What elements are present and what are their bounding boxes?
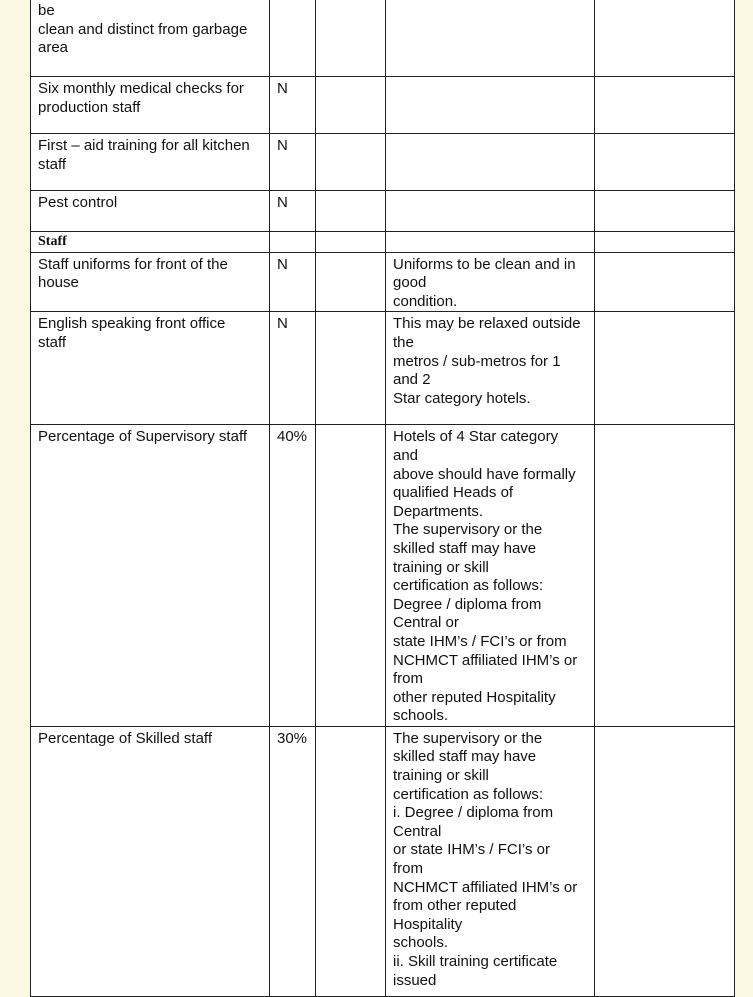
criteria-cell: Staff uniforms for front of the house xyxy=(31,252,270,312)
blank-cell xyxy=(595,232,735,253)
criteria-cell: be clean and distinct from garbage area xyxy=(31,0,270,77)
table-row xyxy=(31,726,735,996)
requirement-cell: N xyxy=(270,312,316,425)
criteria-cell: Pest control xyxy=(31,191,270,232)
notes-cell xyxy=(595,726,735,996)
table-row xyxy=(31,77,735,134)
remarks-cell: Uniforms to be clean and in good condition. xyxy=(386,252,595,312)
criteria-cell: Six monthly medical checks for production staff xyxy=(31,77,270,134)
remarks-cell xyxy=(386,134,595,191)
table-row xyxy=(31,312,735,425)
blank-cell xyxy=(316,191,386,232)
requirement-cell: N xyxy=(270,134,316,191)
table-row xyxy=(31,0,735,77)
requirement-cell: N xyxy=(270,252,316,312)
blank-cell xyxy=(316,134,386,191)
section-title: Staff xyxy=(31,232,270,253)
blank-cell xyxy=(316,425,386,727)
blank-cell xyxy=(270,232,316,253)
notes-cell xyxy=(595,77,735,134)
blank-cell xyxy=(316,726,386,996)
section-header-row xyxy=(31,232,735,253)
requirement-cell: N xyxy=(270,191,316,232)
classification-criteria-table xyxy=(30,0,735,997)
notes-cell xyxy=(595,252,735,312)
notes-cell xyxy=(595,134,735,191)
requirement-cell: 40% xyxy=(270,425,316,727)
table-row xyxy=(31,252,735,312)
blank-cell xyxy=(386,232,595,253)
requirement-cell xyxy=(270,0,316,77)
notes-cell xyxy=(595,0,735,77)
remarks-cell: The supervisory or the skilled staff may have training or skill certification as follows: i. Degree / diploma from Central or state IHM’s / FCI’s or from NCHMCT affiliated IHM’s or from other reputed Hospitality schools. ii. Skill training certificate issued xyxy=(386,726,595,996)
remarks-cell: Hotels of 4 Star category and above should have formally qualified Heads of Departments. The supervisory or the skilled staff may have training or skill certification as follows: Degree / diploma from Central or state IHM’s / FCI’s or from NCHMCT affiliated IHM’s or from other reputed Hospitality schools. xyxy=(386,425,595,727)
criteria-cell: Percentage of Supervisory staff xyxy=(31,425,270,727)
table-row xyxy=(31,191,735,232)
remarks-cell xyxy=(386,191,595,232)
blank-cell xyxy=(316,0,386,77)
criteria-cell: Percentage of Skilled staff xyxy=(31,726,270,996)
notes-cell xyxy=(595,425,735,727)
blank-cell xyxy=(316,312,386,425)
blank-cell xyxy=(316,252,386,312)
table-row xyxy=(31,134,735,191)
table-row xyxy=(31,425,735,727)
criteria-cell: First – aid training for all kitchen staff xyxy=(31,134,270,191)
blank-cell xyxy=(316,77,386,134)
requirement-cell: 30% xyxy=(270,726,316,996)
notes-cell xyxy=(595,312,735,425)
requirement-cell: N xyxy=(270,77,316,134)
blank-cell xyxy=(316,232,386,253)
remarks-cell: This may be relaxed outside the metros / sub-metros for 1 and 2 Star category hotels. xyxy=(386,312,595,425)
notes-cell xyxy=(595,191,735,232)
remarks-cell xyxy=(386,0,595,77)
criteria-cell: English speaking front office staff xyxy=(31,312,270,425)
remarks-cell xyxy=(386,77,595,134)
